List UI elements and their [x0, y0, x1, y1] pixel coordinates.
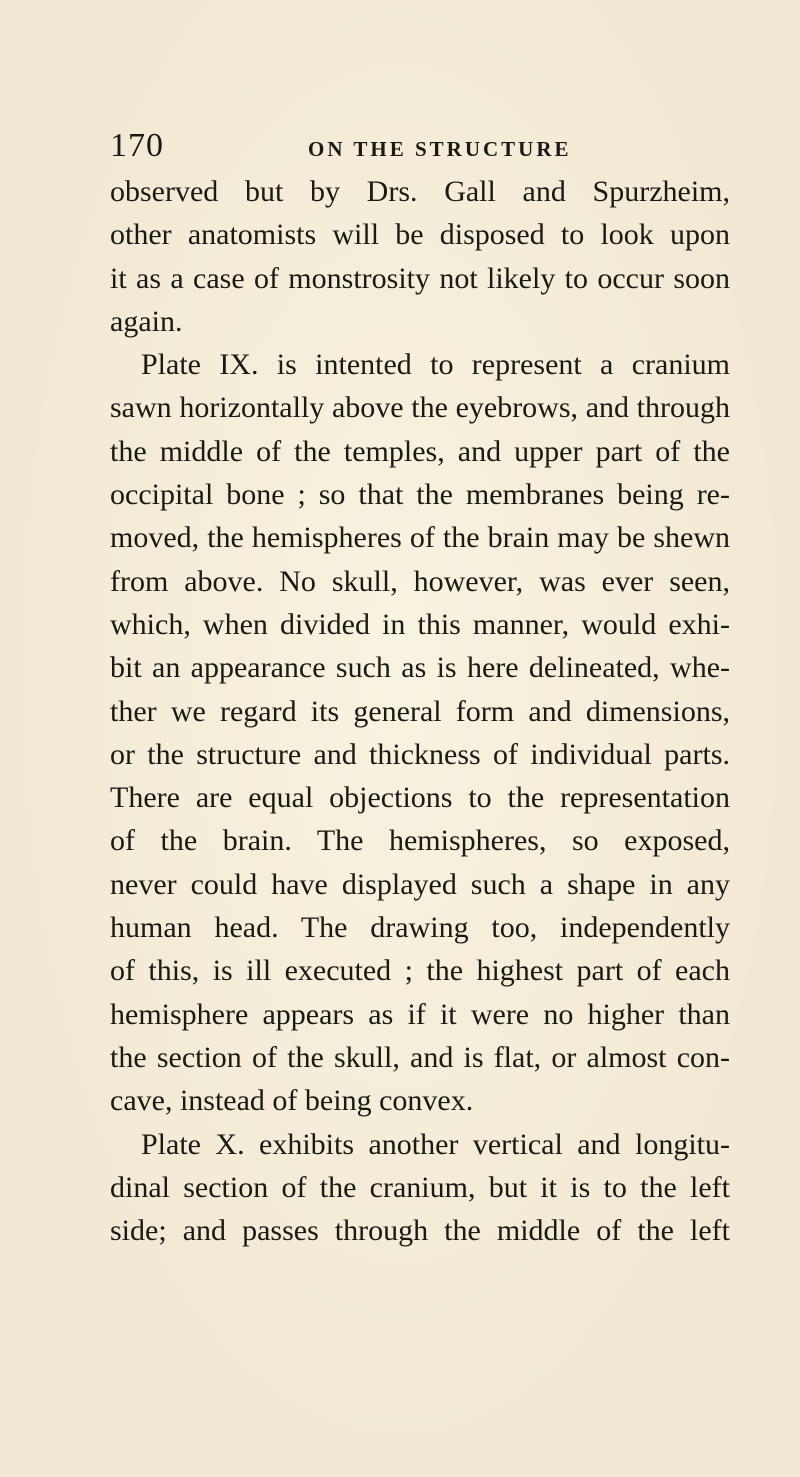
text-line: bit an appearance such as is here delineated, whe- — [110, 651, 730, 685]
running-head — [110, 128, 670, 168]
body-text — [110, 170, 730, 1252]
text-line: hemisphere appears as if it were no higher than — [110, 997, 730, 1031]
text-line: Plate IX. is intented to represent a cranium — [141, 348, 730, 382]
text-line: which, when divided in this manner, would exhi- — [110, 607, 730, 641]
page-number: 170 — [110, 127, 164, 164]
text-line: of the brain. The hemispheres, so exposed, — [110, 824, 730, 858]
text-line: of this, is ill executed ; the highest part of each — [110, 954, 730, 988]
text-line: observed but by Drs. Gall and Spurzheim, — [110, 175, 730, 208]
text-line: There are equal objections to the representation — [110, 781, 730, 815]
text-line: side; and passes through the middle of the left — [110, 1214, 730, 1248]
text-line: it as a case of monstrosity not likely to occur soon — [110, 261, 730, 295]
text-line: ther we regard its general form and dimensions, — [110, 694, 730, 728]
text-line: or the structure and thickness of individual parts. — [110, 737, 730, 771]
text-line: occipital bone ; so that the membranes being re- — [110, 478, 730, 512]
text-line: dinal section of the cranium, but it is to the left — [110, 1170, 730, 1204]
running-title: ON THE STRUCTURE — [308, 137, 572, 161]
text-line: moved, the hemispheres of the brain may be shewn — [110, 521, 730, 555]
text-line: again. — [110, 304, 183, 338]
text-line: cave, instead of being convex. — [110, 1084, 474, 1118]
text-line: the section of the skull, and is flat, or almost con- — [110, 1040, 730, 1074]
text-line: never could have displayed such a shape in any — [110, 867, 730, 901]
text-line: human head. The drawing too, independently — [110, 911, 730, 945]
text-line: other anatomists will be disposed to look upon — [110, 218, 730, 252]
text-line: sawn horizontally above the eyebrows, and through — [110, 391, 730, 425]
text-line: the middle of the temples, and upper part of the — [110, 434, 730, 468]
text-line: from above. No skull, however, was ever seen, — [110, 564, 730, 598]
text-line: Plate X. exhibits another vertical and longitu- — [141, 1127, 730, 1161]
